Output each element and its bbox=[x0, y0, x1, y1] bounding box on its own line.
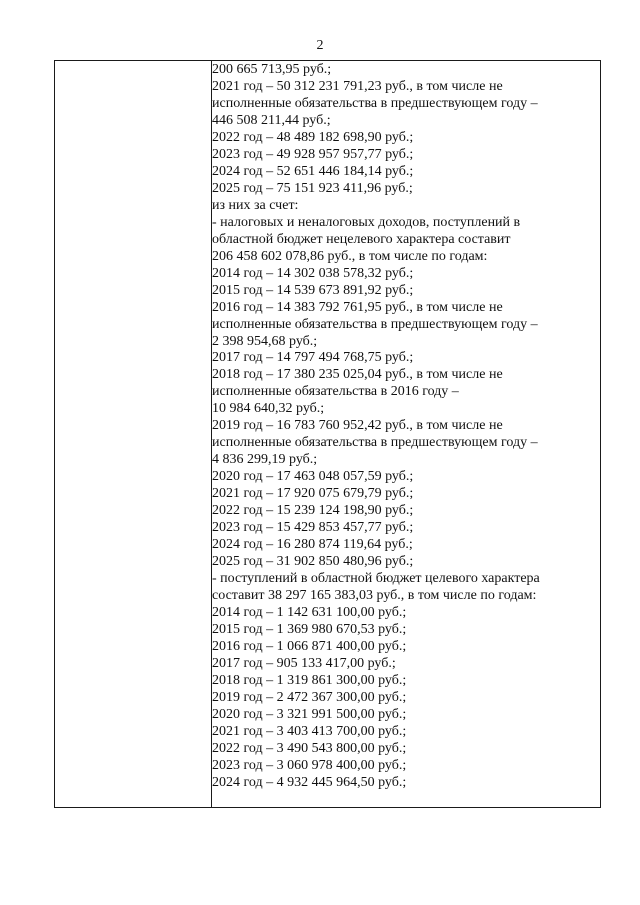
text-line: 2015 год – 14 539 673 891,92 руб.; bbox=[212, 282, 414, 298]
text-line: 2014 год – 1 142 631 100,00 руб.; bbox=[212, 605, 407, 620]
text-line: 2021 год – 50 312 231 791,23 руб., в том числе не bbox=[212, 78, 503, 94]
document-table bbox=[54, 60, 601, 808]
text-line: 2020 год – 17 463 048 057,59 руб.; bbox=[212, 469, 414, 485]
text-line: 2024 год – 52 651 446 184,14 руб.; bbox=[212, 163, 414, 179]
text-line: 2016 год – 1 066 871 400,00 руб.; bbox=[212, 638, 407, 654]
text-line: 2017 год – 905 133 417,00 руб.; bbox=[212, 655, 396, 671]
text-line: 2021 год – 3 403 413 700,00 руб.; bbox=[212, 723, 407, 739]
text-line: 2019 год – 16 783 760 952,42 руб., в том числе не bbox=[212, 418, 503, 434]
table-left-cell bbox=[55, 61, 212, 807]
text-line: 2016 год – 14 383 792 761,95 руб., в том числе не bbox=[212, 299, 503, 315]
text-line: 2018 год – 17 380 235 025,04 руб., в том числе не bbox=[212, 367, 503, 383]
text-line: 2022 год – 3 490 543 800,00 руб.; bbox=[212, 740, 407, 756]
text-line: 10 984 640,32 руб.; bbox=[212, 401, 325, 417]
text-line: 2024 год – 16 280 874 119,64 руб.; bbox=[212, 537, 413, 553]
text-line: 206 458 602 078,86 руб., в том числе по годам: bbox=[212, 248, 488, 264]
text-line: 2015 год – 1 369 980 670,53 руб.; bbox=[212, 621, 407, 637]
text-line: исполненные обязательства в 2016 году – bbox=[212, 384, 459, 400]
text-line: из них за счет: bbox=[212, 197, 299, 213]
page-number: 2 bbox=[316, 38, 324, 53]
text-line: 2024 год – 4 932 445 964,50 руб.; bbox=[212, 774, 407, 790]
text-line: составит 38 297 165 383,03 руб., в том числе по годам: bbox=[212, 588, 537, 604]
text-line: 2014 год – 14 302 038 578,32 руб.; bbox=[212, 265, 414, 281]
text-line: исполненные обязательства в предшествующем году – bbox=[212, 435, 538, 451]
text-line: - поступлений в областной бюджет целевого характера bbox=[212, 571, 540, 587]
text-line: 2020 год – 3 321 991 500,00 руб.; bbox=[212, 706, 407, 722]
text-line: 2018 год – 1 319 861 300,00 руб.; bbox=[212, 672, 407, 688]
text-line: - налоговых и неналоговых доходов, поступлений в bbox=[212, 214, 521, 230]
text-line: 2022 год – 48 489 182 698,90 руб.; bbox=[212, 129, 414, 145]
text-line: исполненные обязательства в предшествующем году – bbox=[212, 95, 538, 111]
text-line: 446 508 211,44 руб.; bbox=[212, 112, 331, 128]
text-line: исполненные обязательства в предшествующем году – bbox=[212, 316, 538, 332]
text-line: 2021 год – 17 920 075 679,79 руб.; bbox=[212, 486, 414, 502]
text-line: 2023 год – 15 429 853 457,77 руб.; bbox=[212, 520, 414, 536]
text-line: 200 665 713,95 руб.; bbox=[212, 62, 332, 77]
text-line: областной бюджет нецелевого характера составит bbox=[212, 231, 511, 247]
text-line: 2023 год – 49 928 957 957,77 руб.; bbox=[212, 146, 414, 162]
text-line: 2025 год – 31 902 850 480,96 руб.; bbox=[212, 554, 414, 570]
text-line: 2017 год – 14 797 494 768,75 руб.; bbox=[212, 350, 414, 366]
text-line: 2019 год – 2 472 367 300,00 руб.; bbox=[212, 689, 407, 705]
text-line: 4 836 299,19 руб.; bbox=[212, 452, 318, 468]
text-line: 2025 год – 75 151 923 411,96 руб.; bbox=[212, 180, 413, 196]
table-right-cell bbox=[212, 62, 594, 792]
text-line: 2023 год – 3 060 978 400,00 руб.; bbox=[212, 757, 407, 773]
text-line: 2022 год – 15 239 124 198,90 руб.; bbox=[212, 503, 414, 519]
text-line: 2 398 954,68 руб.; bbox=[212, 333, 318, 349]
